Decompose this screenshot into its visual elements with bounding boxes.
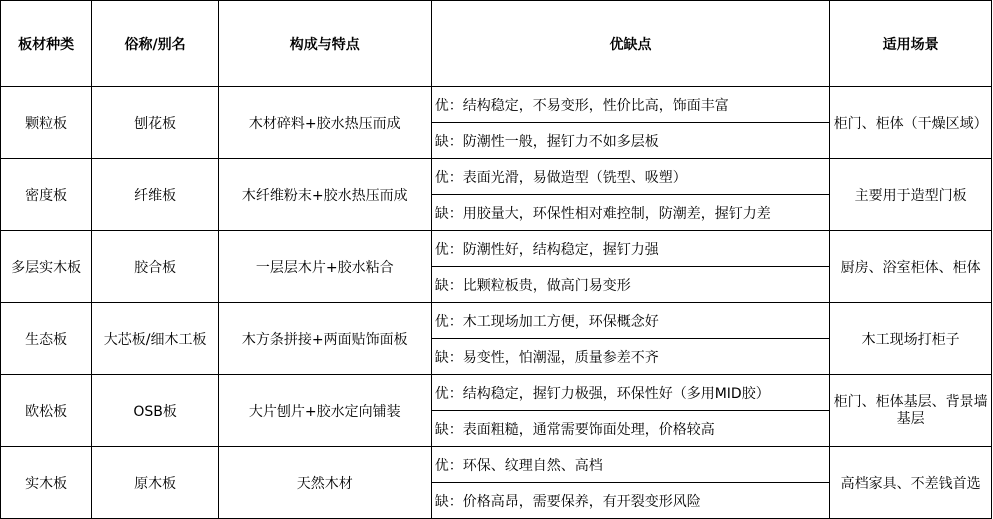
header-pros-cons: 优缺点 xyxy=(431,1,830,87)
header-row xyxy=(1,1,992,87)
cell-scene: 主要用于造型门板 xyxy=(830,159,992,231)
header-alias: 俗称/别名 xyxy=(92,1,219,87)
table-row xyxy=(1,447,992,483)
table-row xyxy=(1,375,992,411)
cell-scene: 柜门、柜体（干燥区域） xyxy=(830,87,992,159)
cell-con: 缺：比颗粒板贵，做高门易变形 xyxy=(431,267,830,303)
header-composition: 构成与特点 xyxy=(218,1,431,87)
cell-pro: 优：结构稳定，不易变形，性价比高，饰面丰富 xyxy=(431,87,830,123)
cell-alias: 刨花板 xyxy=(92,87,219,159)
cell-type: 欧松板 xyxy=(1,375,92,447)
cell-scene: 厨房、浴室柜体、柜体 xyxy=(830,231,992,303)
cell-scene: 柜门、柜体基层、背景墙基层 xyxy=(830,375,992,447)
cell-alias: OSB板 xyxy=(92,375,219,447)
cell-type: 密度板 xyxy=(1,159,92,231)
cell-scene: 高档家具、不差钱首选 xyxy=(830,447,992,519)
cell-pro: 优：防潮性好，结构稳定，握钉力强 xyxy=(431,231,830,267)
cell-pro: 优：木工现场加工方便，环保概念好 xyxy=(431,303,830,339)
table-row xyxy=(1,159,992,195)
cell-con: 缺：表面粗糙，通常需要饰面处理，价格较高 xyxy=(431,411,830,447)
cell-composition: 天然木材 xyxy=(218,447,431,519)
cell-con: 缺：价格高昂，需要保养，有开裂变形风险 xyxy=(431,483,830,519)
header-scene: 适用场景 xyxy=(830,1,992,87)
cell-alias: 原木板 xyxy=(92,447,219,519)
cell-pro: 优：结构稳定，握钉力极强，环保性好（多用MID胶） xyxy=(431,375,830,411)
cell-con: 缺：易变性，怕潮湿，质量参差不齐 xyxy=(431,339,830,375)
cell-alias: 大芯板/细木工板 xyxy=(92,303,219,375)
cell-scene: 木工现场打柜子 xyxy=(830,303,992,375)
cell-composition: 大片刨片+胶水定向铺装 xyxy=(218,375,431,447)
cell-alias: 纤维板 xyxy=(92,159,219,231)
cell-composition: 木方条拼接+两面贴饰面板 xyxy=(218,303,431,375)
cell-composition: 木纤维粉末+胶水热压而成 xyxy=(218,159,431,231)
table-row xyxy=(1,303,992,339)
cell-composition: 木材碎料+胶水热压而成 xyxy=(218,87,431,159)
cell-alias: 胶合板 xyxy=(92,231,219,303)
cell-type: 生态板 xyxy=(1,303,92,375)
cell-composition: 一层层木片+胶水粘合 xyxy=(218,231,431,303)
header-type: 板材种类 xyxy=(1,1,92,87)
cell-type: 实木板 xyxy=(1,447,92,519)
cell-pro: 优：环保、纹理自然、高档 xyxy=(431,447,830,483)
cell-con: 缺：防潮性一般，握钉力不如多层板 xyxy=(431,123,830,159)
cell-type: 多层实木板 xyxy=(1,231,92,303)
cell-pro: 优：表面光滑，易做造型（铣型、吸塑） xyxy=(431,159,830,195)
table-row xyxy=(1,87,992,123)
cell-con: 缺：用胶量大，环保性相对难控制，防潮差，握钉力差 xyxy=(431,195,830,231)
cell-type: 颗粒板 xyxy=(1,87,92,159)
table-row xyxy=(1,231,992,267)
